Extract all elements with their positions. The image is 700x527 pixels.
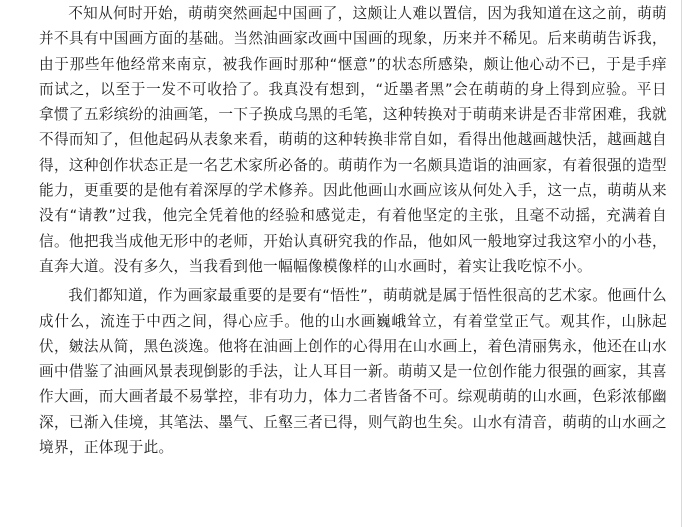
- page-right-border: [681, 0, 682, 527]
- article-paragraph-1: 不知从何时开始，萌萌突然画起中国画了，这颇让人难以置信，因为我知道在这之前，萌萌并不具有中国画方面的基础。当然油画家改画中国画的现象，历来并不稀见。后来萌萌告诉我，由于那些年他经常来南京，被我作画时那种“惬意”的状态所感染，颇让他心动不已，于是手痒而试之，以至于一发不可收拾了。我真没有想到，“近墨者黑”会在萌萌的身上得到应验。平日拿惯了五彩缤纷的油画笔，一下子换成乌黑的毛笔，这种转换对于萌萌来讲是否非常困难，我就不得而知了，但他起码从表象来看，萌萌的这种转换非常自如，看得出他越画越快活，越画越自得，这种创作状态正是一名艺术家所必备的。萌萌作为一名颇具造诣的油画家，有着很强的造型能力，更重要的是他有着深厚的学术修养。因此他画山水画应该从何处入手，这一点，萌萌从来没有“请教”过我，他完全凭着他的经验和感觉走，有着他坚定的主张，且毫不动摇，充满着自信。他把我当成他无形中的老师，开始认真研究我的作品，他如风一般地穿过我这窄小的小巷，直奔大道。没有多久，当我看到他一幅幅像模像样的山水画时，着实让我吃惊不小。: [39, 5, 667, 275]
- article-paragraph-2: 我们都知道，作为画家最重要的是要有“悟性”，萌萌就是属于悟性很高的艺术家。他画什么成什么，流连于中西之间，得心应手。他的山水画巍峨耸立，有着堂堂正气。观其作，山脉起伏，皴法从简，黑色淡逸。他将在油画上创作的心得用在山水画上，着色清丽隽永，他还在山水画中借鉴了油画风景表现倒影的手法，让人耳目一新。萌萌又是一位创作能力很强的画家，其喜作大画，而大画者最不易掌控，非有功力，体力二者皆备不可。综观萌萌的山水画，色彩浓郁幽深，已渐入佳境，其笔法、墨气、丘壑三者已得，则气韵也生矣。山水有清音，萌萌的山水画之境界，正体现于此。: [39, 287, 667, 457]
- article-body: [39, 0, 667, 460]
